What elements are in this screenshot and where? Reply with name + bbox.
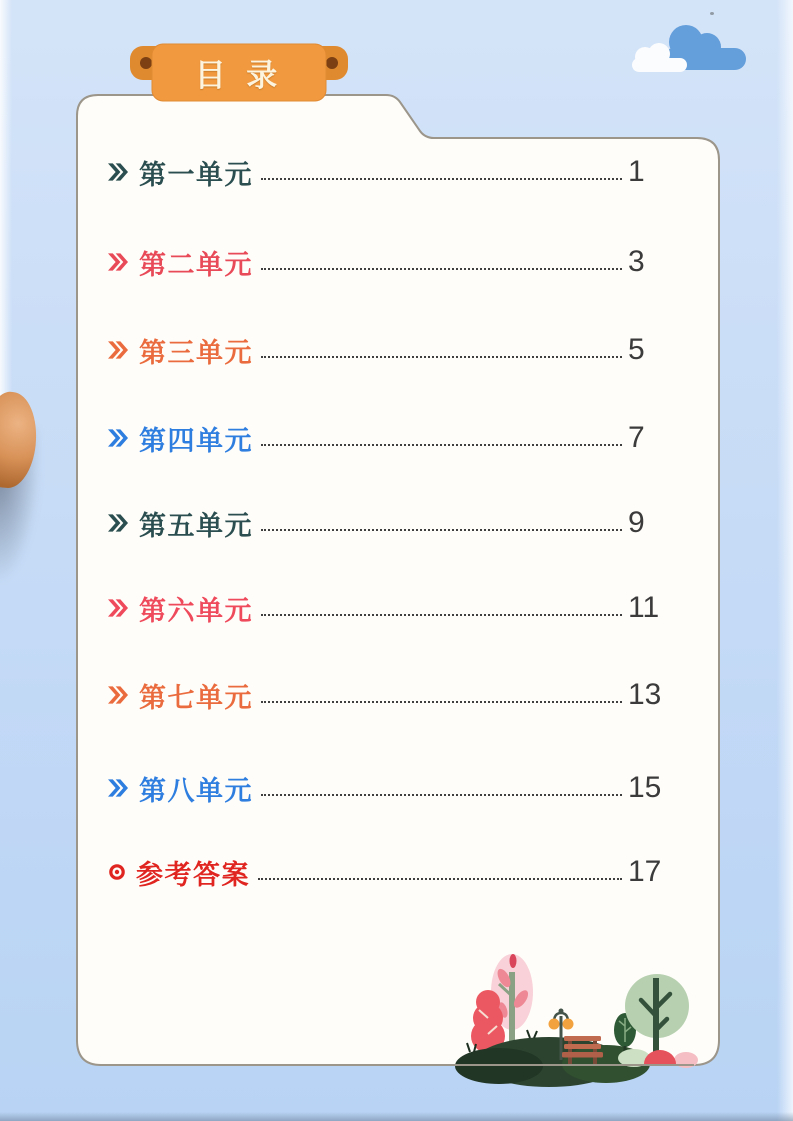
toc-entry bbox=[108, 586, 674, 630]
double-chevron-icon bbox=[108, 599, 129, 617]
toc-entry bbox=[108, 501, 674, 545]
page-edge-highlight-right bbox=[777, 0, 793, 1121]
bullseye-icon bbox=[108, 863, 126, 881]
double-chevron-icon bbox=[108, 779, 129, 797]
dotted-leader bbox=[261, 178, 622, 180]
toc-entry bbox=[108, 416, 674, 460]
double-chevron-icon bbox=[108, 429, 129, 447]
toc-entry-page-number: 3 bbox=[628, 245, 645, 278]
toc-entry-label: 参考答案 bbox=[136, 859, 250, 890]
double-chevron-icon bbox=[108, 253, 129, 271]
double-chevron-icon bbox=[108, 514, 129, 532]
page-title: 目 录 bbox=[194, 58, 284, 93]
toc-entry-label: 第六单元 bbox=[139, 595, 253, 626]
dotted-leader bbox=[261, 701, 622, 703]
double-chevron-icon bbox=[108, 686, 129, 704]
dotted-leader bbox=[261, 614, 622, 616]
toc-entry-page-number: 17 bbox=[628, 855, 662, 888]
toc-entry-page-number: 15 bbox=[628, 771, 662, 804]
dotted-leader bbox=[261, 356, 622, 358]
double-chevron-icon bbox=[108, 163, 129, 181]
toc-entry-page-number: 11 bbox=[628, 591, 660, 624]
dotted-leader bbox=[261, 268, 622, 270]
toc-entry-label: 第二单元 bbox=[139, 249, 253, 280]
toc-entry-page-number: 5 bbox=[628, 333, 645, 366]
double-chevron-icon bbox=[108, 341, 129, 359]
toc-entry-page-number: 1 bbox=[628, 155, 645, 188]
toc-entry-label: 第一单元 bbox=[139, 159, 253, 190]
toc-entry-label: 第七单元 bbox=[139, 682, 253, 713]
toc-entry-label: 第八单元 bbox=[139, 775, 253, 806]
toc-entry-page-number: 13 bbox=[628, 678, 662, 711]
toc-entry-page-number: 9 bbox=[628, 506, 645, 539]
toc-entry-label: 第三单元 bbox=[139, 337, 253, 368]
toc-entry bbox=[108, 240, 674, 284]
dotted-leader bbox=[261, 529, 622, 531]
toc-entry bbox=[108, 673, 674, 717]
toc-entry-page-number: 7 bbox=[628, 421, 645, 454]
dotted-leader bbox=[258, 878, 622, 880]
toc-entry-label: 第五单元 bbox=[139, 510, 253, 541]
dotted-leader bbox=[261, 444, 622, 446]
toc-entry bbox=[108, 150, 674, 194]
photo-bottom-edge bbox=[0, 1112, 793, 1121]
toc-list bbox=[108, 0, 674, 1121]
dotted-leader bbox=[261, 794, 622, 796]
toc-entry bbox=[108, 328, 674, 372]
toc-entry bbox=[108, 850, 674, 894]
toc-entry-label: 第四单元 bbox=[139, 425, 253, 456]
toc-entry bbox=[108, 766, 674, 810]
